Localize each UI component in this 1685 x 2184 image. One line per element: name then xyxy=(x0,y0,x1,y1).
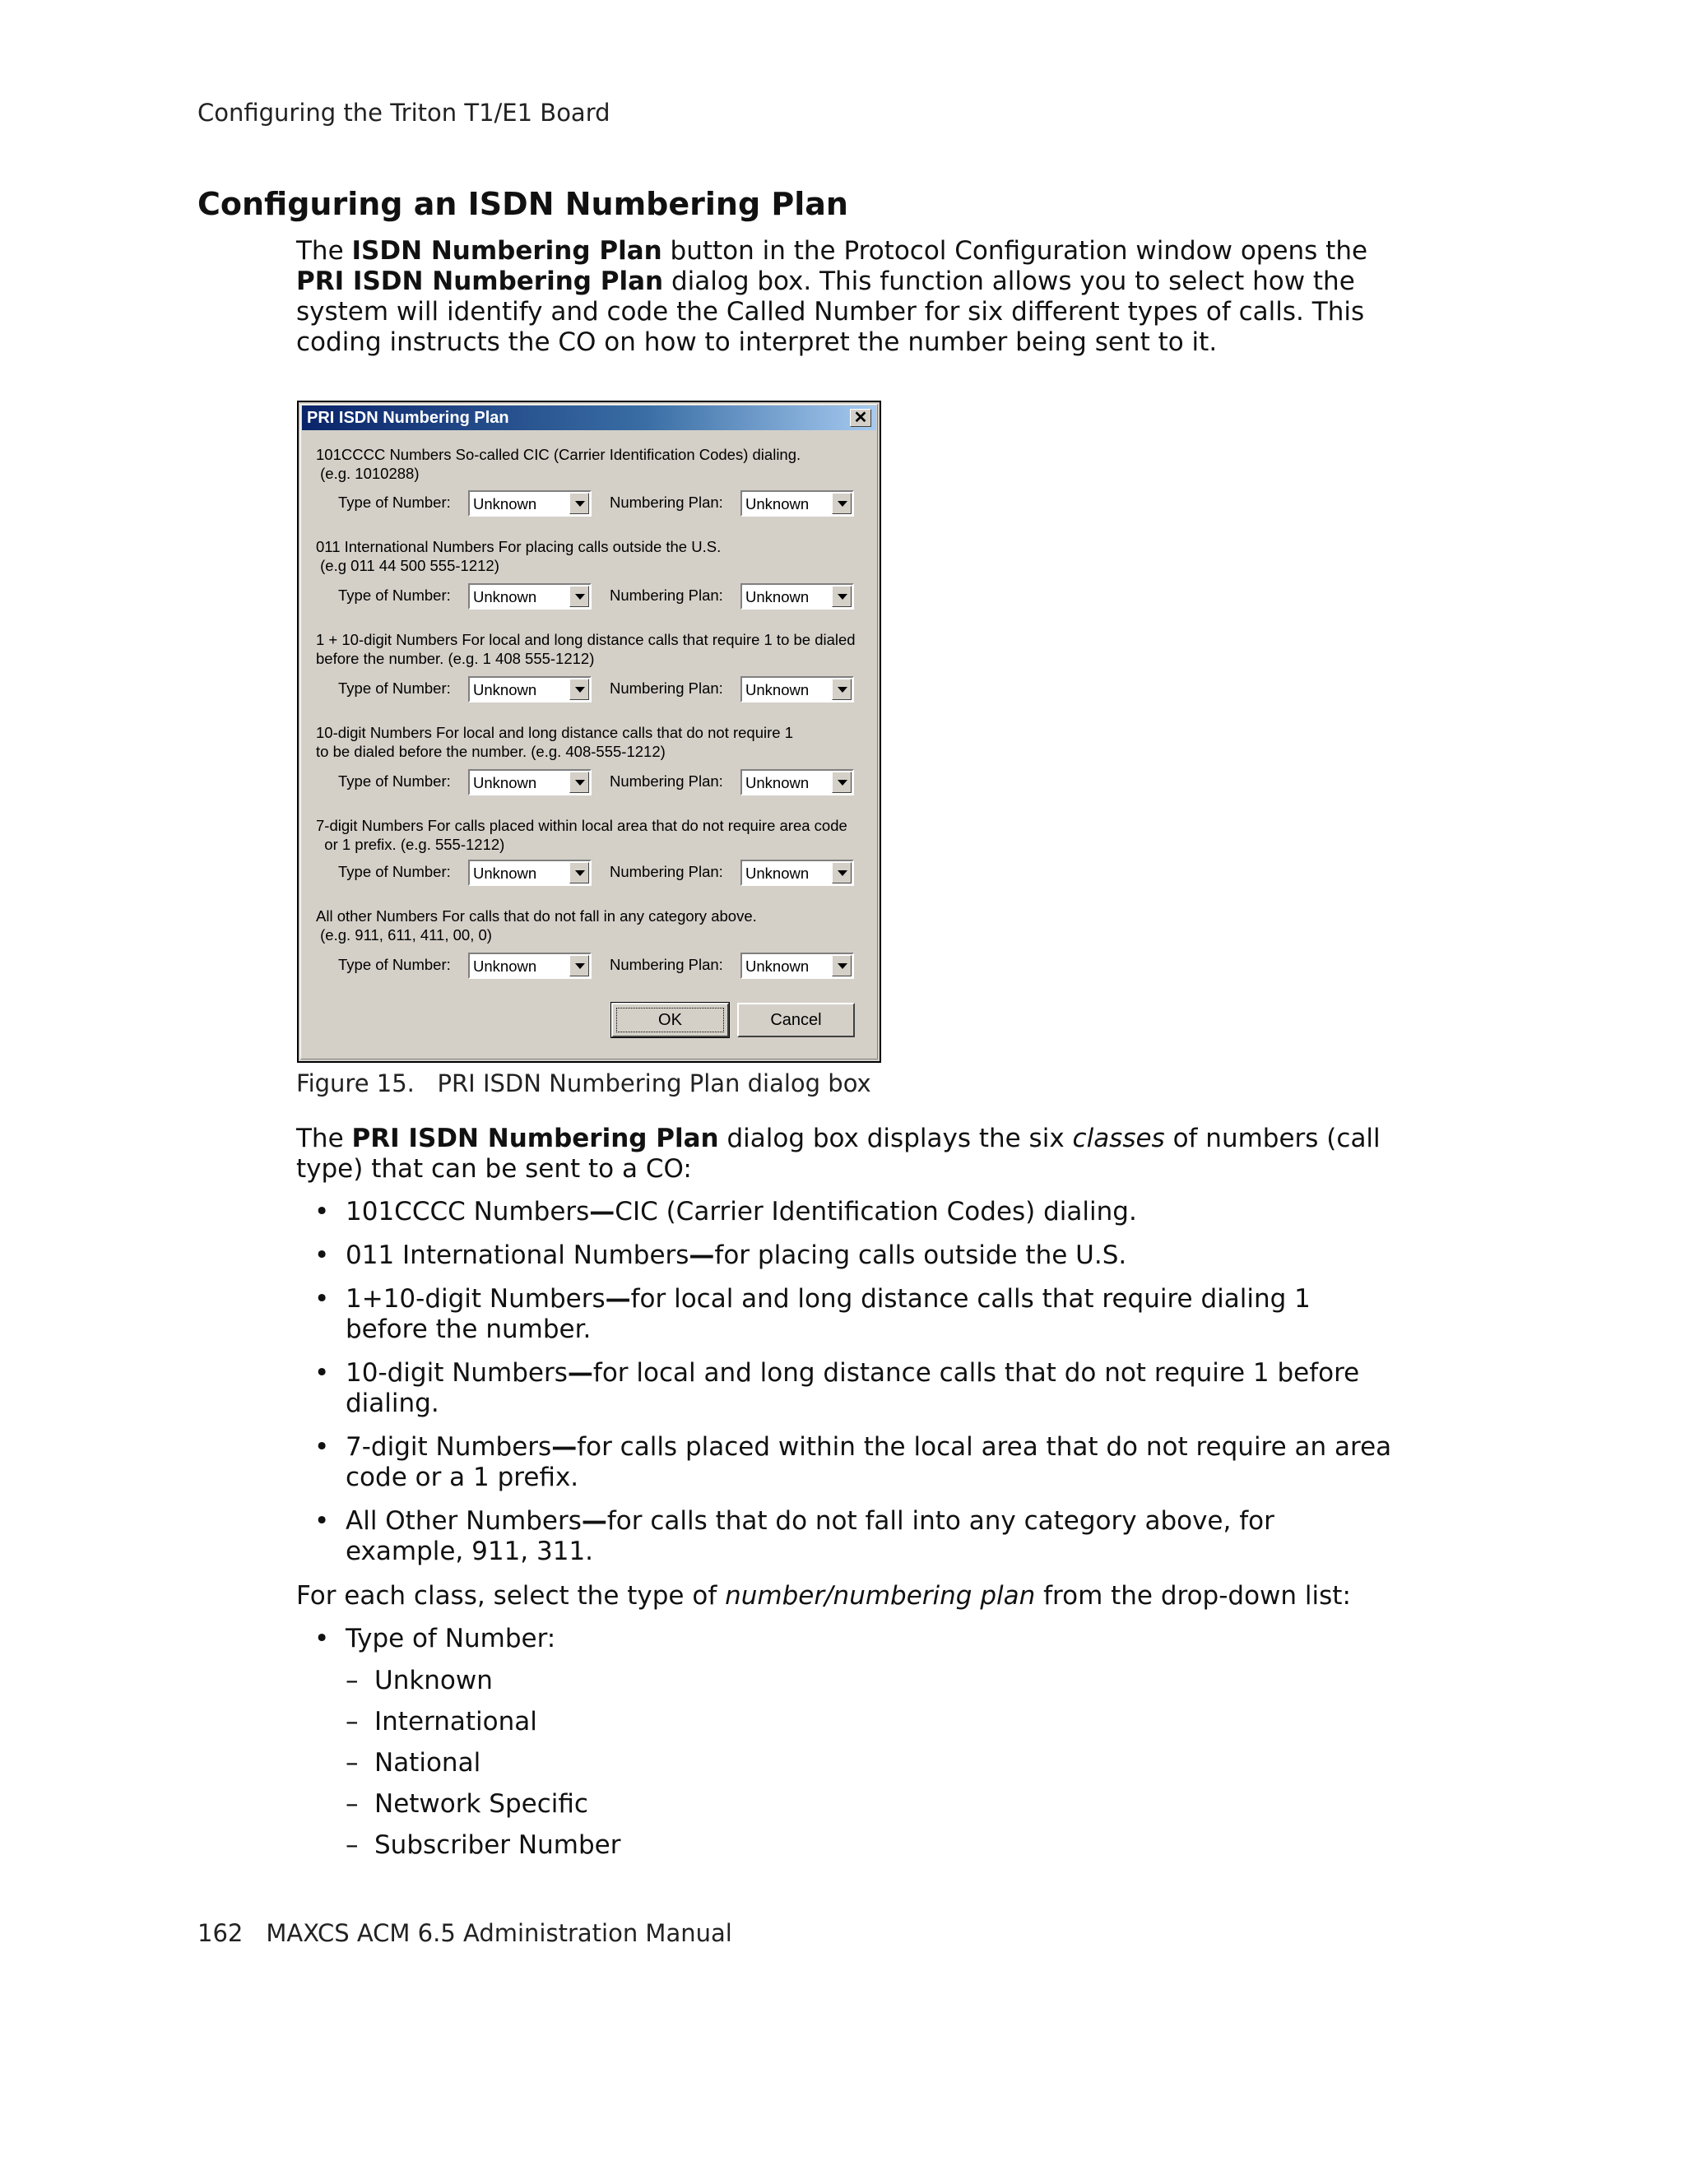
bullet-icon: • xyxy=(314,1358,330,1388)
dropdown-button[interactable] xyxy=(832,679,852,700)
intro-bold-2: PRI ISDN Numbering Plan xyxy=(296,267,664,296)
em-dash: — xyxy=(589,1197,615,1226)
option-label: Subscriber Number xyxy=(374,1830,621,1860)
focus-rectangle xyxy=(616,1008,724,1032)
pri-isdn-numbering-plan-dialog xyxy=(297,401,881,1063)
intro-text-1: The xyxy=(296,236,352,266)
numbering-plan-label: Numbering Plan: xyxy=(610,494,723,511)
list-item xyxy=(296,1506,1399,1567)
item-lead: 10-digit Numbers xyxy=(346,1358,568,1388)
dropdown-button[interactable] xyxy=(832,586,852,607)
page-number: 162 xyxy=(197,1919,244,1947)
option-item xyxy=(296,1666,1399,1696)
option-item xyxy=(296,1830,1399,1861)
para3-text-1: For each class, select the type of xyxy=(296,1581,726,1611)
para2-text-3: of numbers (call type) that can be sent to a CO: xyxy=(296,1124,1381,1184)
chevron-down-icon xyxy=(838,780,847,786)
option-label: Network Specific xyxy=(374,1789,588,1819)
dropdown-button[interactable] xyxy=(569,679,589,700)
list-item xyxy=(296,1624,1399,1861)
dash-icon: – xyxy=(346,1748,359,1778)
em-dash: — xyxy=(581,1506,607,1536)
option-item xyxy=(296,1789,1399,1820)
item-lead: 1+10-digit Numbers xyxy=(346,1284,606,1314)
selection-paragraph xyxy=(296,1581,1399,1611)
em-dash: — xyxy=(567,1358,593,1388)
option-item xyxy=(296,1748,1399,1778)
select-value: Unknown xyxy=(473,495,537,512)
chevron-down-icon xyxy=(838,501,847,507)
group-international-description xyxy=(316,537,721,575)
chevron-down-icon xyxy=(838,594,847,600)
chevron-down-icon xyxy=(838,687,847,693)
type-of-number-select-international[interactable] xyxy=(468,583,592,610)
ok-button[interactable] xyxy=(611,1003,729,1037)
dropdown-button[interactable] xyxy=(569,586,589,607)
select-value: Unknown xyxy=(745,681,810,698)
numbering-plan-select-101cccc[interactable] xyxy=(740,490,854,517)
dropdown-button[interactable] xyxy=(569,772,589,793)
type-of-number-label: Type of Number: xyxy=(338,956,451,973)
group-desc-line1: 10-digit Numbers For local and long distance calls that do not require 1 xyxy=(316,724,793,741)
group-desc-line1: 1 + 10-digit Numbers For local and long distance calls that require 1 to be dialed xyxy=(316,631,856,648)
chevron-down-icon xyxy=(575,780,585,786)
dropdown-button[interactable] xyxy=(569,862,589,883)
list-item xyxy=(296,1358,1399,1419)
em-dash: — xyxy=(605,1284,631,1314)
section-title: Configuring an ISDN Numbering Plan xyxy=(197,186,848,222)
group-10-digit-description xyxy=(316,723,793,761)
group-desc-line2: (e.g 011 44 500 555-1212) xyxy=(316,557,499,574)
group-101cccc-description xyxy=(316,445,801,483)
bullet-icon: • xyxy=(314,1432,330,1462)
group-desc-line1: 011 International Numbers For placing calls outside the U.S. xyxy=(316,538,722,555)
select-value: Unknown xyxy=(745,865,810,882)
select-value: Unknown xyxy=(745,774,810,791)
dash-icon: – xyxy=(346,1707,359,1737)
option-label: Unknown xyxy=(374,1666,493,1695)
item-lead: 101CCCC Numbers xyxy=(346,1197,590,1226)
dialog-titlebar[interactable] xyxy=(302,406,876,430)
numbering-plan-label: Numbering Plan: xyxy=(610,679,723,697)
intro-bold-1: ISDN Numbering Plan xyxy=(351,236,662,266)
dash-icon: – xyxy=(346,1666,359,1695)
item-rest: for calls that do not fall into any category above, for example, 911, 311. xyxy=(346,1506,1274,1566)
intro-text-2: button in the Protocol Configuration window opens the xyxy=(661,236,1368,266)
type-of-number-select-7-digit[interactable] xyxy=(468,860,592,886)
para3-italic-1: number/numbering plan xyxy=(725,1581,1036,1611)
dropdown-button[interactable] xyxy=(832,772,852,793)
chevron-down-icon xyxy=(575,501,585,507)
option-label: International xyxy=(374,1707,537,1737)
bullet-icon: • xyxy=(314,1240,330,1270)
select-value: Unknown xyxy=(473,865,537,882)
item-rest: CIC (Carrier Identification Codes) dialing. xyxy=(615,1197,1137,1226)
dropdown-button[interactable] xyxy=(569,955,589,976)
group-desc-line2: before the number. (e.g. 1 408 555-1212) xyxy=(316,650,595,667)
group-all-other-description xyxy=(316,907,757,944)
chevron-down-icon xyxy=(838,963,847,969)
chevron-down-icon xyxy=(575,594,585,600)
list-item xyxy=(296,1240,1399,1271)
group-desc-line2: (e.g. 1010288) xyxy=(316,465,420,482)
type-of-number-select-1-plus-10-digit[interactable] xyxy=(468,676,592,702)
select-value: Unknown xyxy=(473,681,537,698)
option-item xyxy=(296,1707,1399,1737)
type-of-number-label: Type of Number: xyxy=(338,772,451,790)
item-lead: 011 International Numbers xyxy=(346,1240,689,1270)
dialog-title: PRI ISDN Numbering Plan xyxy=(307,409,509,427)
para2-italic-1: classes xyxy=(1072,1124,1165,1153)
item-rest: for placing calls outside the U.S. xyxy=(714,1240,1127,1270)
chevron-down-icon xyxy=(575,963,585,969)
item-rest: for local and long distance calls that do not require 1 before dialing. xyxy=(346,1358,1360,1418)
dash-icon: – xyxy=(346,1830,359,1860)
item-rest: for calls placed within the local area that do not require an area code or a 1 prefix. xyxy=(346,1432,1392,1492)
cancel-label: Cancel xyxy=(770,1011,822,1029)
type-of-number-label: Type of Number: xyxy=(338,494,451,511)
para3-text-2: from the drop-down list: xyxy=(1035,1581,1351,1611)
bullet-icon: • xyxy=(314,1506,330,1536)
intro-paragraph xyxy=(296,236,1399,358)
type-of-number-label: Type of Number: xyxy=(338,587,451,604)
para2-bold-1: PRI ISDN Numbering Plan xyxy=(351,1124,719,1153)
close-icon: ✕ xyxy=(853,409,868,427)
running-header: Configuring the Triton T1/E1 Board xyxy=(197,99,610,127)
type-of-number-options xyxy=(296,1666,1399,1861)
type-of-number-select-10-digit[interactable] xyxy=(468,769,592,795)
intro-text-3: dialog box. This function allows you to select how the system will identify and code the Called Number for six different types of calls. This coding instructs the CO on how to interpret the number being sent to it. xyxy=(296,267,1365,357)
para2-text-1: The xyxy=(296,1124,352,1153)
group-1-plus-10-digit-description xyxy=(316,630,856,668)
numbering-plan-label: Numbering Plan: xyxy=(610,956,723,973)
dropdown-button[interactable] xyxy=(832,862,852,883)
em-dash: — xyxy=(689,1240,715,1270)
manual-title: MAXCS ACM 6.5 Administration Manual xyxy=(266,1919,732,1947)
numbering-plan-select-7-digit[interactable] xyxy=(740,860,854,886)
em-dash: — xyxy=(551,1432,578,1462)
chevron-down-icon xyxy=(575,870,585,876)
item-lead: 7-digit Numbers xyxy=(346,1432,552,1462)
dropdown-button[interactable] xyxy=(832,955,852,976)
group-desc-line1: All other Numbers For calls that do not fall in any category above. xyxy=(316,907,757,925)
group-desc-line1: 7-digit Numbers For calls placed within local area that do not require area code xyxy=(316,817,847,834)
para2-text-2: dialog box displays the six xyxy=(718,1124,1073,1153)
bullet-icon: • xyxy=(314,1624,330,1653)
page-footer xyxy=(197,1919,732,1947)
numbering-plan-select-all-other[interactable] xyxy=(740,953,854,979)
group-7-digit-description xyxy=(316,816,847,854)
classes-paragraph xyxy=(296,1124,1399,1185)
select-value: Unknown xyxy=(745,588,810,605)
group-desc-line2: (e.g. 911, 611, 411, 00, 0) xyxy=(316,926,492,944)
item-lead: All Other Numbers xyxy=(346,1506,582,1536)
type-of-number-select-all-other[interactable] xyxy=(468,953,592,979)
type-of-number-list xyxy=(296,1624,1399,1871)
list-item xyxy=(296,1284,1399,1345)
numbering-plan-select-10-digit[interactable] xyxy=(740,769,854,795)
group-desc-line2: to be dialed before the number. (e.g. 408-555-1212) xyxy=(316,743,666,760)
type-of-number-heading: Type of Number: xyxy=(346,1624,556,1653)
figure-caption: Figure 15. PRI ISDN Numbering Plan dialog box xyxy=(296,1069,871,1097)
item-rest: for local and long distance calls that require dialing 1 before the number. xyxy=(346,1284,1311,1344)
chevron-down-icon xyxy=(575,687,585,693)
group-desc-line2: or 1 prefix. (e.g. 555-1212) xyxy=(316,836,505,853)
bullet-icon: • xyxy=(314,1197,330,1226)
list-item xyxy=(296,1197,1399,1227)
numbering-plan-select-1-plus-10-digit[interactable] xyxy=(740,676,854,702)
list-item xyxy=(296,1432,1399,1493)
numbering-plan-label: Numbering Plan: xyxy=(610,772,723,790)
dash-icon: – xyxy=(346,1789,359,1819)
numbering-plan-label: Numbering Plan: xyxy=(610,863,723,880)
cancel-button[interactable] xyxy=(737,1003,855,1037)
select-value: Unknown xyxy=(473,588,537,605)
select-value: Unknown xyxy=(473,958,537,975)
dropdown-button[interactable] xyxy=(832,493,852,514)
bullet-icon: • xyxy=(314,1284,330,1314)
numbering-plan-label: Numbering Plan: xyxy=(610,587,723,604)
select-value: Unknown xyxy=(745,495,810,512)
dropdown-button[interactable] xyxy=(569,493,589,514)
option-label: National xyxy=(374,1748,481,1778)
chevron-down-icon xyxy=(838,870,847,876)
type-of-number-select-101cccc[interactable] xyxy=(468,490,592,517)
select-value: Unknown xyxy=(473,774,537,791)
close-button[interactable] xyxy=(850,409,871,427)
number-classes-list xyxy=(296,1197,1399,1580)
type-of-number-label: Type of Number: xyxy=(338,863,451,880)
ok-label: OK xyxy=(658,1011,682,1029)
select-value: Unknown xyxy=(745,958,810,975)
group-desc-line1: 101CCCC Numbers So-called CIC (Carrier Identification Codes) dialing. xyxy=(316,446,801,463)
type-of-number-label: Type of Number: xyxy=(338,679,451,697)
numbering-plan-select-international[interactable] xyxy=(740,583,854,610)
